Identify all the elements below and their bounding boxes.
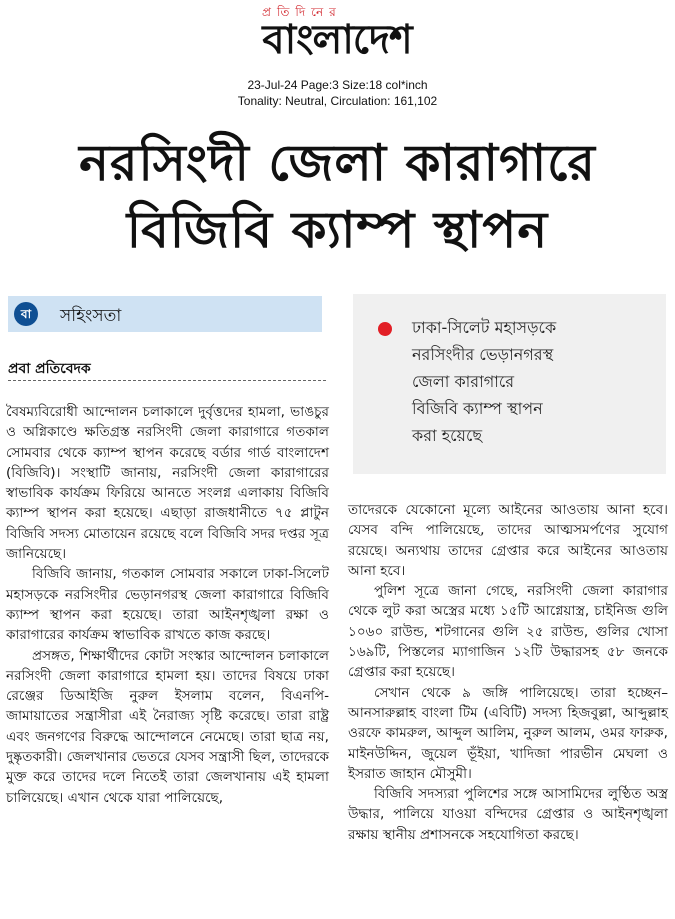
clipping-meta-tonality: Tonality: Neutral, Circulation: 161,102 <box>237 94 438 108</box>
article-paragraph: পুলিশ সূত্রে জানা গেছে, নরসিংদী জেলা কারাগার থেকে লুট করা অস্ত্রের মধ্যে ১৫টি আগ্নেয়াস্ত্র, চাইনিজ গুলি ১০৬০ রাউন্ড, শটগানের গুলি ২৫ রাউন্ড, গুলির খোসা ১৬৯টি, পিস্তলের ম্যাগাজিন ১২টি উদ্ধারসহ ৫৮ জনকে গ্রেপ্তার করা হয়েছে। <box>348 583 668 681</box>
headline-line-2: বিজিবি ক্যাম্প স্থাপন <box>126 201 549 259</box>
article-paragraph: বিজিবি জানায়, গতকাল সোমবার সকালে ঢাকা-সিলেট মহাসড়কে নরসিংদীর ভেড়ানগরস্থ জেলা কারাগারে বিজিবি ক্যাম্প স্থাপন করা হয়েছে। তারা আইনশৃঙ্খলা রক্ষা ও কারাগারের কার্যক্রম স্বাভাবিক রাখতে কাজ করছে। <box>6 566 329 644</box>
article-paragraph: বৈষম্যবিরোধী আন্দোলন চলাকালে দুর্বৃত্তদের হামলা, ভাঙচুর ও অগ্নিকাণ্ডে ক্ষতিগ্রস্ত নরসিংদী জেলা কারাগারে গতকাল সোমবার থেকে ক্যাম্প স্থাপন করেছে বর্ডার গার্ড বাংলাদেশ (বিজিবি)। সংস্থাটি জানায়, নরসিংদী জেলা কারাগারের স্বাভাবিক কার্যক্রম ফিরিয়ে আনতে সংলগ্ন এলাকায় বিজিবি ক্যাম্প স্থাপন করা হয়েছে। এছাড়া রাজধানীতে ৭৫ প্লাটুন বিজিবি সদস্য মোতায়েন রয়েছে বলে বিজিবি সদর দপ্তর সূত্র জানিয়েছে। <box>6 404 329 563</box>
article-paragraph: বিজিবি সদস্যরা পুলিশের সঙ্গে আসামিদের লুণ্ঠিত অস্ত্র উদ্ধার, পালিয়ে যাওয়া বন্দিদের গ্রেপ্তার ও আইনশৃঙ্খলা রক্ষায় স্থানীয় প্রশাসনকে সহযোগিতা করছে। <box>348 786 668 843</box>
section-label-bar <box>8 296 322 332</box>
headline-line-1: নরসিংদী জেলা কারাগারে <box>79 134 596 192</box>
section-label: সহিংসতা <box>60 306 122 326</box>
clipping-meta-date-page: 23-Jul-24 Page:3 Size:18 col*inch <box>247 78 428 92</box>
callout-line: ঢাকা-সিলেট মহাসড়কে <box>412 318 557 337</box>
article-paragraph: প্রসঙ্গত, শিক্ষার্থীদের কোটা সংস্কার আন্দোলন চলাকালে নরসিংদী জেলা কারাগারে হামলা হয়। তাদের বিষয়ে ঢাকা রেঞ্জের ডিআইজি নুরুল ইসলাম বলেন, বিএনপি-জামায়াতের সন্ত্রাসীরা এই নৈরাজ্য সৃষ্টি করেছে। তারা রাষ্ট্র এবং জনগণের বিরুদ্ধে আন্দোলনে নেমেছে। তারা ছাত্র নয়, দুষ্কৃতকারী। জেলখানার ভেতরে যেসব সন্ত্রাসী ছিল, তাদেরকে মুক্ত করে তাদের দলে নিতেই তারা জেলখানায় এই হামলা চালিয়েছে। এখান থেকে যারা পালিয়েছে, <box>6 647 329 806</box>
section-badge-icon: বা <box>14 302 38 326</box>
callout-text <box>412 314 652 449</box>
article-paragraph: তাদেরকে যেকোনো মূল্যে আইনের আওতায় আনা হবে। যেসব বন্দি পালিয়েছে, তাদের আত্মসমর্পণের সুযোগ রয়েছে। অন্যথায় তাদের গ্রেপ্তার করে আইনের আওতায় আনা হবে। <box>348 502 668 579</box>
article-column-right <box>348 500 668 845</box>
callout-line: বিজিবি ক্যাম্প স্থাপন <box>412 399 543 418</box>
masthead-tagline: প্রতিদিনের <box>262 5 342 19</box>
newspaper-logo: বাংলাদেশ <box>262 17 412 63</box>
byline: প্রবা প্রতিবেদক <box>8 361 91 377</box>
callout-line: জেলা কারাগারে <box>412 372 515 391</box>
article-column-left <box>6 402 329 808</box>
article-paragraph: সেখান থেকে ৯ জঙ্গি পালিয়েছে। তারা হচ্ছেন– আনসারুল্লাহ বাংলা টিম (এবিটি) সদস্য হিজবুল্লা, আব্দুল্লাহ ওরফে কামরুল, আব্দুল আলিম, নুরুল আলম, ওমর ফারুক, মাইনউদ্দিন, জুয়েল ভূঁইয়া, খাদিজা পারভীন মেঘলা ও ইসরাত জাহান মৌসুমী। <box>348 684 668 782</box>
callout-line: করা হয়েছে <box>412 426 483 445</box>
byline-divider <box>8 380 326 381</box>
bullet-icon <box>378 322 392 336</box>
callout-line: নরসিংদীর ভেড়ানগরস্থ <box>412 345 554 364</box>
